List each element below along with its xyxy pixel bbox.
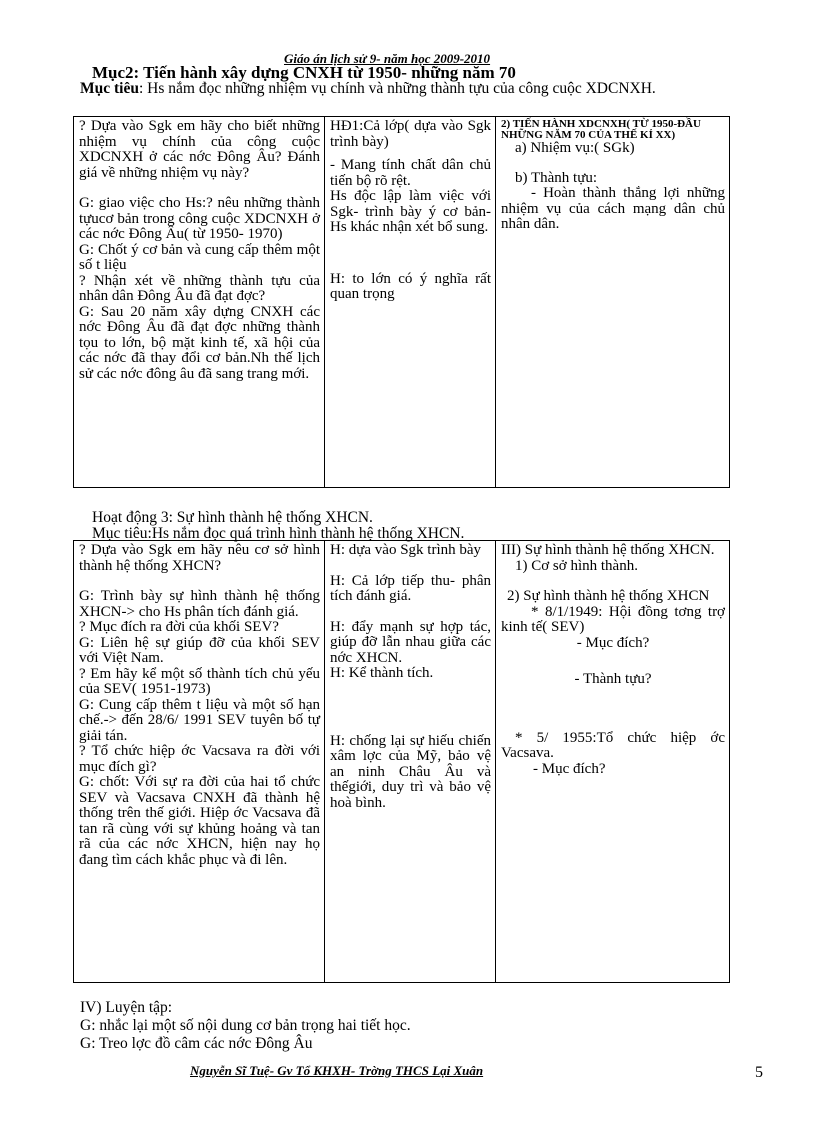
content-achievements: b) Thành tựu: <box>515 169 598 186</box>
content2-heading: III) Sự hình thành hệ thống XHCN. <box>501 542 715 558</box>
student2-a1: H: dựa vào Sgk trình bày <box>330 542 482 558</box>
lesson-table-2 <box>73 540 730 983</box>
student-work: Hs độc lập làm việc với Sgk- trình bày ý cơ bản- Hs khác nhận xét bổ sung. <box>330 188 491 235</box>
content2-basis: 1) Cơ sở hình thành. <box>515 557 638 574</box>
content2-sev-purpose: - Mục đích? <box>576 634 650 651</box>
student-answer: H: to lớn có ý nghĩa rất quan trọng <box>330 270 491 302</box>
teacher-summary: G: Chốt ý cơ bản và cung cấp thêm một số t liệu <box>79 241 320 273</box>
activity-3-objective: Mục tiêu:Hs nắm đọc quá trình hình thành hệ thống XHCN. <box>92 525 465 542</box>
teacher2-q-warsaw: ? Tổ chức hiệp ớc Vacsava ra đời với mục đích gì? <box>79 743 320 775</box>
teacher2-q-sev: ? Mục đích ra đời của khối SEV? <box>79 619 279 635</box>
student2-a2: H: Cả lớp tiếp thu- phân tích đánh giá. <box>330 572 491 604</box>
teacher2-sev-end: G: Cung cấp thêm t liệu và một số hạn chế.-> đến 28/6/ 1991 SEV tuyên bố tự giải tán. <box>79 696 320 744</box>
teacher-conclusion: G: Sau 20 năm xây dựng CNXH các nớc Đông Âu đã đạt đợc những thành tọu to lớn, bộ mặt kinh tế, xã hội của các nớc đã thay đổi cơ bản.Nh thế lịch sử các nớc đông âu đã sang trang mới. <box>79 303 320 382</box>
student-character: - Mang tính chất dân chủ tiến bộ rõ rệt. <box>330 157 491 189</box>
teacher-column <box>74 117 325 488</box>
teacher-q1: ? Dựa vào Sgk em hãy cho biết những nhiệm vụ chính của công cuộc XDCNXH ở các nớc Đông Âu? Đánh giá về những nhiệm vụ này? <box>79 118 320 181</box>
lesson-table-1 <box>73 116 730 488</box>
practice-line-2: G: Treo lợc đồ câm các nớc Đông Âu <box>80 1035 313 1052</box>
page-footer: Nguyễn Sĩ Tuệ- Gv Tổ KHXH- Trờng THCS Lại Xuân <box>190 1063 484 1078</box>
student-column <box>325 117 496 488</box>
teacher-column-2 <box>74 541 325 983</box>
student-column-2 <box>325 541 496 983</box>
student2-a3: H: đẩy mạnh sự hợp tác, giúp đỡ lẫn nhau giữa các nớc XHCN. <box>330 618 491 666</box>
teacher2-sev-vn: G: Liên hệ sự giúp đỡ của khối SEV với Việt Nam. <box>79 634 320 666</box>
teacher2-present: G: Trình bày sự hình thành hệ thống XHCN-> cho Hs phân tích đánh giá. <box>79 588 320 620</box>
activity-3-title: Hoạt động 3: Sự hình thành hệ thống XHCN. <box>92 509 373 526</box>
teacher2-q1: ? Dựa vào Sgk em hãy nêu cơ sở hình thành hệ thống XHCN? <box>79 542 320 574</box>
practice-line-1: G: nhắc lại một số nội dung cơ bản trọng hai tiết học. <box>80 1017 411 1034</box>
content-tasks: a) Nhiệm vụ:( SGk) <box>515 140 635 156</box>
section-title: Mục2: Tiến hành xây dựng CNXH từ 1950- những năm 70 <box>92 63 516 82</box>
student-hd1: HĐ1:Cả lớp( dựa vào Sgk trình bày) <box>330 118 491 150</box>
content-achievements-text: - Hoàn thành thắng lợi những nhiệm vụ của cách mạng dân chủ nhân dân. <box>501 185 725 232</box>
student2-a4: H: Kể thành tích. <box>330 665 434 681</box>
content2-sev: * 8/1/1949: Hội đồng tơng trợ kinh tế( SEV) <box>501 603 725 635</box>
objective <box>80 81 770 97</box>
objective-label: Mục tiêu <box>80 80 139 97</box>
page-header: Giáo án lịch sử 9- năm học 2009-2010 <box>284 51 491 66</box>
objective-text: : Hs nắm đọc những nhiệm vụ chính và những thành tựu của công cuộc XDCNXH. <box>138 80 656 97</box>
teacher2-conclusion: G: chốt: Với sự ra đời của hai tổ chức SEV và Vacsava CNXH đã thành hệ thống trên thế giới. Hiệp ớc Vacsava đã tan rã cùng với sự khủng hoảng và tan rã của các nớc XHCN, hiện nay họ đang tìm cách khắc phục và đi lên. <box>79 774 320 868</box>
content2-warsaw: * 5/ 1955:Tổ chức hiệp ớc Vacsava. <box>501 729 725 761</box>
teacher-q2: ? Nhận xét về những thành tựu của nhân dân Đông Âu đã đạt đợc? <box>79 272 320 304</box>
practice-title: IV) Luyện tập: <box>80 999 173 1016</box>
content-column <box>496 117 730 488</box>
page-number: 5 <box>755 1064 763 1081</box>
content2-sev-achievements: - Thành tựu? <box>574 671 652 687</box>
content-column-2 <box>496 541 730 983</box>
teacher-task: G: giao việc cho Hs:? nêu những thành tựucơ bản trong công cuộc XDCNXH ở các nớc Đông Âu( từ 1950- 1970) <box>79 195 320 242</box>
content2-formation: 2) Sự hình thành hệ thống XHCN <box>507 588 710 604</box>
teacher2-q-achieve: ? Em hãy kể một số thành tích chủ yếu của SEV( 1951-1973) <box>79 665 320 697</box>
student2-a5: H: chống lại sự hiếu chiến xâm lợc của Mỹ, bảo vệ an ninh Châu Âu và thếgiới, duy trì và bảo vệ hoà bình. <box>330 732 491 811</box>
content2-warsaw-purpose: - Mục đích? <box>533 760 606 777</box>
content-heading: 2) TIẾN HÀNH XDCNXH( TỪ 1950-ĐẦU NHỮNG NĂM 70 CỦA THẾ KỈ XX) <box>501 118 701 141</box>
